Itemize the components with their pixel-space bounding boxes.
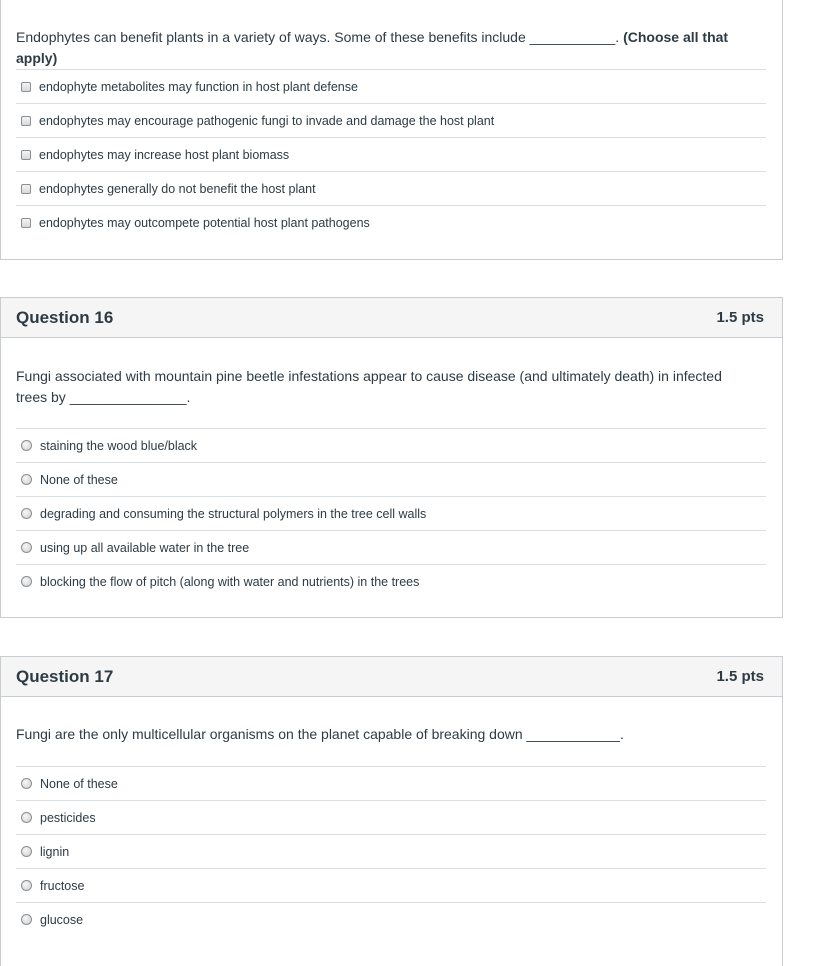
- radio-button[interactable]: [21, 508, 32, 519]
- answer-option[interactable]: [16, 462, 766, 496]
- answer-label[interactable]: staining the wood blue/black: [40, 438, 198, 453]
- radio-button[interactable]: [21, 812, 32, 823]
- answer-option[interactable]: [16, 496, 766, 530]
- question-17-text: Fungi are the only multicellular organisms on the planet capable of breaking down ____________.: [16, 726, 624, 742]
- answer-option[interactable]: [16, 766, 766, 800]
- question-17-answers: [16, 766, 766, 936]
- question-16-card: [0, 297, 783, 618]
- question-points: 1.5 pts: [716, 668, 764, 685]
- answer-option[interactable]: [16, 868, 766, 902]
- answer-option[interactable]: [16, 800, 766, 834]
- radio-button[interactable]: [21, 846, 32, 857]
- answer-label[interactable]: degrading and consuming the structural polymers in the tree cell walls: [40, 506, 427, 521]
- answer-label[interactable]: lignin: [40, 844, 70, 859]
- answer-label[interactable]: blocking the flow of pitch (along with water and nutrients) in the trees: [40, 574, 420, 589]
- answer-option[interactable]: [16, 69, 766, 103]
- answer-option[interactable]: [16, 834, 766, 868]
- radio-button[interactable]: [21, 474, 32, 485]
- checkbox[interactable]: [21, 150, 31, 160]
- question-17-header: [1, 657, 782, 697]
- answer-option[interactable]: [16, 902, 766, 936]
- answer-label[interactable]: pesticides: [40, 810, 96, 825]
- radio-button[interactable]: [21, 778, 32, 789]
- question-17-card: [0, 656, 783, 966]
- answer-label[interactable]: endophytes may encourage pathogenic fungi to invade and damage the host plant: [39, 113, 495, 128]
- checkbox[interactable]: [21, 116, 31, 126]
- answer-option[interactable]: [16, 171, 766, 205]
- question-15-card: [0, 0, 783, 260]
- question-points: 1.5 pts: [716, 309, 764, 326]
- answer-label[interactable]: endophytes may increase host plant biomass: [39, 147, 290, 162]
- checkbox[interactable]: [21, 82, 31, 92]
- answer-option[interactable]: [16, 530, 766, 564]
- radio-button[interactable]: [21, 576, 32, 587]
- question-title: Question 17: [16, 666, 114, 686]
- answer-label[interactable]: None of these: [40, 776, 118, 791]
- question-title: Question 16: [16, 307, 114, 327]
- answer-option[interactable]: [16, 428, 766, 462]
- question-15-text: [16, 27, 742, 69]
- radio-button[interactable]: [21, 440, 32, 451]
- answer-label[interactable]: using up all available water in the tree: [40, 540, 250, 555]
- radio-button[interactable]: [21, 880, 32, 891]
- question-15-text-main: Endophytes can benefit plants in a variety of ways. Some of these benefits include ___________.: [16, 29, 624, 45]
- answer-label[interactable]: None of these: [40, 472, 118, 487]
- question-16-header: [1, 298, 782, 338]
- answer-label[interactable]: endophytes generally do not benefit the host plant: [39, 181, 316, 196]
- checkbox[interactable]: [21, 218, 31, 228]
- answer-label[interactable]: endophyte metabolites may function in host plant defense: [39, 79, 358, 94]
- question-16-text: Fungi associated with mountain pine beetle infestations appear to cause disease (and ultimately death) in infected trees by _______________.: [16, 368, 722, 405]
- answer-label[interactable]: fructose: [40, 878, 85, 893]
- question-16-answers: [16, 428, 766, 598]
- question-15-answers: [16, 69, 766, 239]
- checkbox[interactable]: [21, 184, 31, 194]
- answer-option[interactable]: [16, 137, 766, 171]
- answer-label[interactable]: glucose: [40, 912, 84, 927]
- answer-option[interactable]: [16, 103, 766, 137]
- question-15-instruction: (Choose all that apply): [16, 29, 729, 66]
- radio-button[interactable]: [21, 542, 32, 553]
- answer-option[interactable]: [16, 205, 766, 239]
- radio-button[interactable]: [21, 914, 32, 925]
- answer-label[interactable]: endophytes may outcompete potential host plant pathogens: [39, 215, 370, 230]
- answer-option[interactable]: [16, 564, 766, 598]
